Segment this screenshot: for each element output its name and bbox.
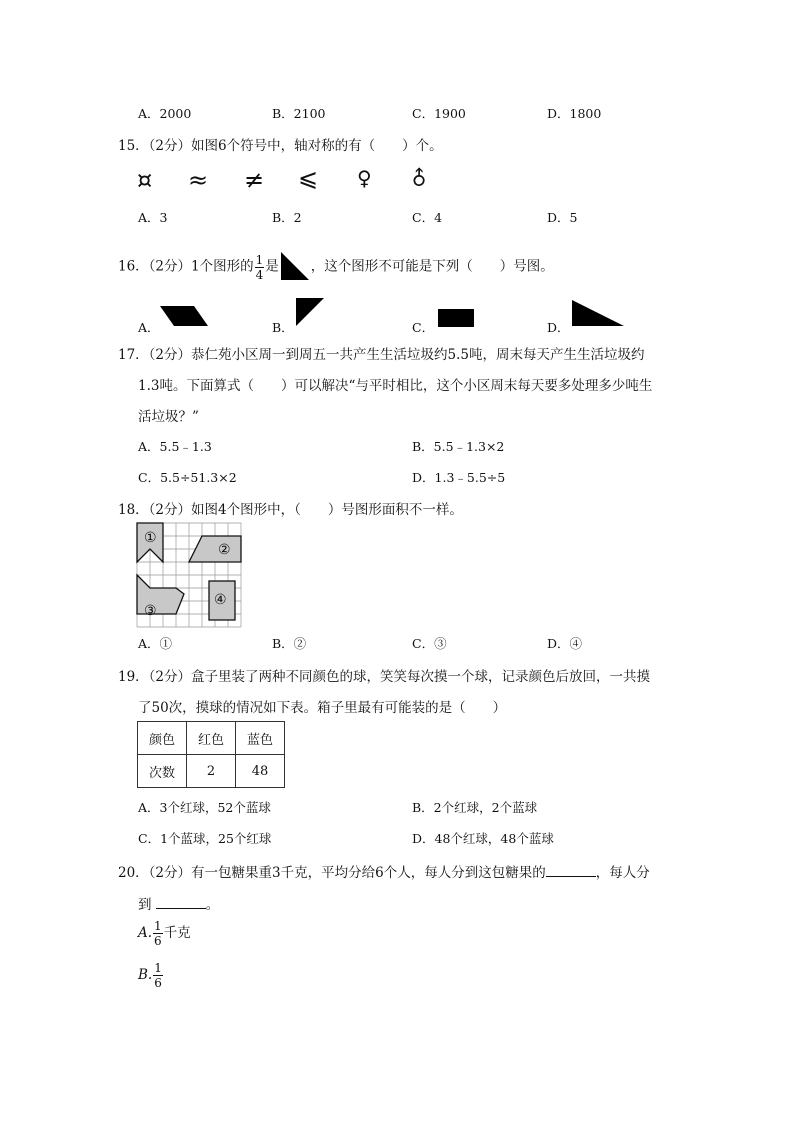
q18-option-d: D．④ — [547, 636, 583, 651]
q16-triangle-shape-icon — [296, 298, 326, 328]
q16-stem-part-b: 是 — [265, 258, 279, 275]
q20-option-a-fraction — [153, 920, 163, 947]
q19-stem-line-1: 19．（2分）盒子里装了两种不同颜色的球，笑笑每次摸一个球，记录颜色后放回，一共摸 — [118, 669, 651, 685]
q20-blank-2 — [156, 896, 206, 909]
q19-table — [137, 721, 285, 788]
q17-option-a: A．5.5﹣1.3 — [138, 439, 212, 454]
q20-option-a-unit: 千克 — [163, 925, 191, 941]
q16-stem — [118, 252, 554, 282]
q14-option-b: B．2100 — [272, 106, 326, 121]
q20-option-b-fraction — [153, 962, 163, 989]
q20-option-a-numerator: 1 — [154, 919, 162, 933]
q17-option-c: C．5.5÷51.3×2 — [138, 470, 237, 485]
q18-option-c: C．③ — [412, 636, 447, 651]
q20-option-a — [138, 920, 191, 947]
q16-fraction-numerator: 1 — [255, 252, 264, 267]
q18-label-3: ③ — [144, 603, 157, 619]
q18-stem: 18．（2分）如图4个图形中，（ ）号图形面积不一样。 — [118, 502, 463, 518]
q14-option-c: C．1900 — [412, 106, 466, 121]
female-symbol-icon: ♀ — [357, 166, 372, 190]
q17-stem-line-2: 1.3吨。下面算式（ ）可以解决“与平时相比，这个小区周末每天要多处理多少吨生 — [138, 378, 653, 394]
q20-stem-line-1 — [118, 861, 650, 881]
table-cell: 颜色 — [138, 722, 187, 755]
q15-option-d: D．5 — [547, 210, 578, 225]
q16-rectangle-shape-icon — [438, 309, 476, 329]
q18-option-a: A．① — [138, 636, 173, 651]
q19-option-a: A．3个红球，52个蓝球 — [138, 800, 271, 815]
q16-option-b: B． — [272, 320, 294, 335]
q16-fraction — [255, 254, 265, 281]
table-cell: 蓝色 — [236, 722, 285, 755]
q17-stem-line-1: 17．（2分）恭仁苑小区周一到周五一共产生生活垃圾约5.5吨，周末每天产生生活垃圾约 — [118, 347, 645, 363]
q20-stem-part-d: 。 — [205, 897, 220, 913]
currency-symbol-icon: ¤ — [137, 166, 153, 194]
q20-stem-part-c: 到 — [138, 897, 152, 913]
q20-option-b-numerator: 1 — [154, 961, 162, 975]
q20-option-a-denominator: 6 — [154, 934, 162, 948]
less-equal-symbol-icon: ⩽ — [298, 164, 319, 192]
table-cell: 红色 — [187, 722, 236, 755]
q18-option-b: B．② — [272, 636, 307, 651]
q15-stem: 15．（2分）如图6个符号中，轴对称的有（ ）个。 — [118, 138, 443, 154]
q20-option-b-denominator: 6 — [154, 976, 162, 990]
q19-option-c: C．1个蓝球，25个红球 — [138, 831, 272, 846]
table-cell: 48 — [236, 755, 285, 788]
q16-long-triangle-shape-icon — [570, 300, 626, 328]
table-cell: 2 — [187, 755, 236, 788]
q14-option-d: D．1800 — [547, 106, 602, 121]
q16-option-c: C． — [412, 320, 435, 335]
q19-option-b: B．2个红球，2个蓝球 — [412, 800, 538, 815]
q15-option-c: C．4 — [412, 210, 443, 225]
q16-parallelogram-shape-icon — [160, 306, 210, 328]
q18-label-1: ① — [144, 530, 157, 546]
q14-option-a: A．2000 — [138, 106, 192, 121]
q18-label-2: ② — [218, 542, 231, 558]
table-row — [138, 755, 285, 788]
q17-option-b: B．5.5﹣1.3×2 — [412, 439, 505, 454]
q19-stem-line-2: 了50次，摸球的情况如下表。箱子里最有可能装的是（ ） — [138, 700, 507, 716]
table-cell: 次数 — [138, 755, 187, 788]
q18-label-4: ④ — [214, 592, 227, 608]
q15-option-b: B．2 — [272, 210, 302, 225]
q16-stem-part-c: ，这个图形不可能是下列（ ）号图。 — [310, 258, 554, 275]
q20-blank-1 — [546, 864, 596, 877]
q16-option-a: A． — [138, 320, 160, 335]
q16-quarter-shape-icon — [279, 252, 311, 282]
not-equal-symbol-icon: ≠ — [244, 166, 265, 194]
approx-symbol-icon: ≈ — [188, 166, 209, 194]
q20-stem-part-a: 20．（2分）有一包糖果重3千克，平均分给6个人，每人分到这包糖果的 — [118, 865, 546, 881]
q17-stem-line-3: 活垃圾？” — [138, 409, 199, 425]
q20-option-b — [138, 962, 164, 989]
q20-option-a-label: A. — [138, 925, 153, 941]
q16-option-d: D． — [547, 320, 570, 335]
q16-stem-part-a: 16．（2分）1个图形的 — [118, 258, 254, 275]
q20-stem-line-2 — [138, 893, 219, 913]
table-row — [138, 722, 285, 755]
q20-option-b-label: B. — [138, 967, 153, 983]
q20-stem-part-b: ，每人分 — [595, 865, 650, 881]
male-symbol-icon: ♂ — [404, 163, 434, 193]
q15-option-a: A．3 — [138, 210, 168, 225]
q17-option-d: D．1.3﹣5.5÷5 — [412, 470, 506, 485]
q16-fraction-denominator: 4 — [255, 267, 264, 282]
q19-option-d: D．48个红球，48个蓝球 — [412, 831, 554, 846]
